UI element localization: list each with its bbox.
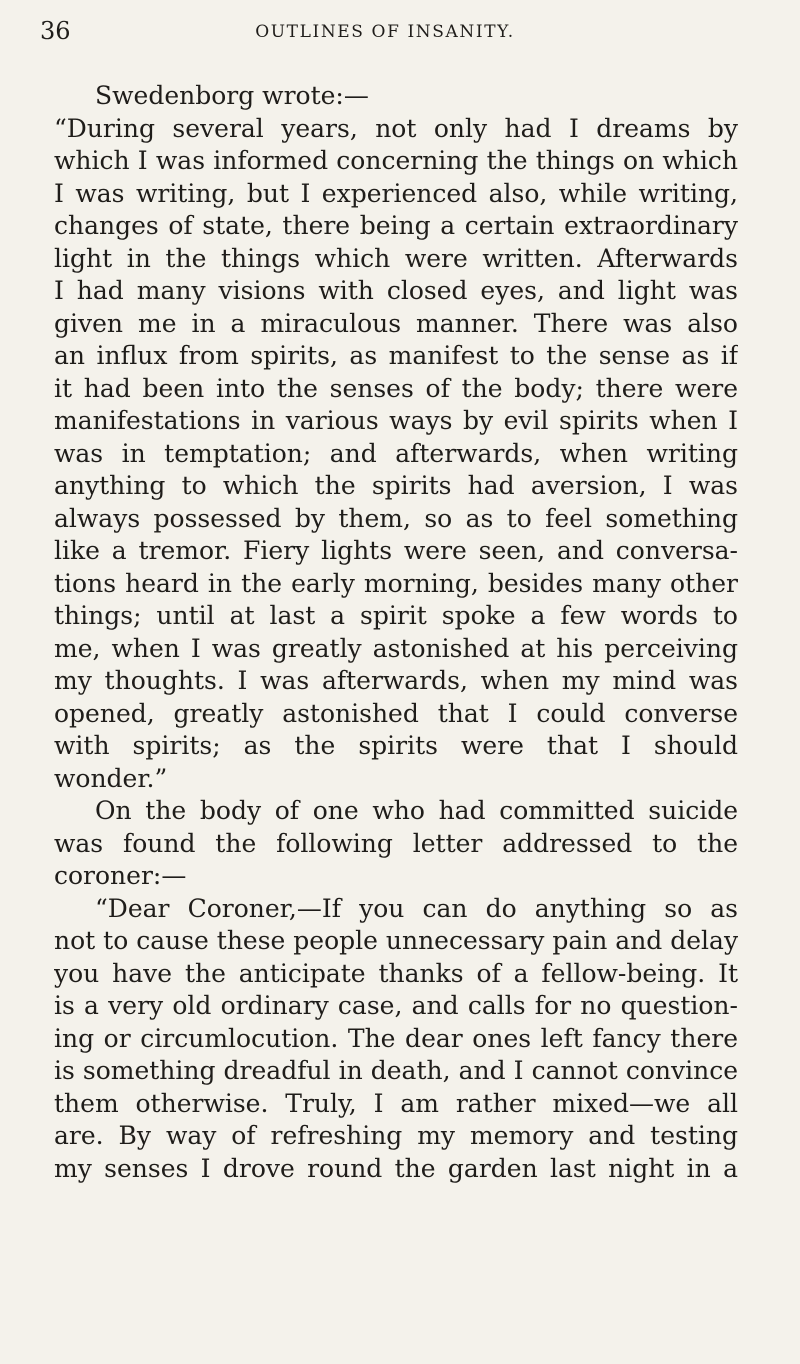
text-line: which I was informed concerning the things on which [54,146,738,175]
text-line: anything to which the spirits had aversion, I was [54,471,738,500]
text-line: was in temptation; and afterwards, when writing [54,438,738,468]
text-line: not to cause these people unnecessary pain and delay [54,926,738,955]
text-line: tions heard in the early morning, besides many other [54,568,738,598]
text-line: always possessed by them, so as to feel something [54,503,738,533]
text-line: like a tremor. Fiery lights were seen, and conversa- [54,536,738,565]
text-line: was found the following letter addressed to the [54,828,738,858]
text-line: it had been into the senses of the body; there were [54,373,738,403]
text-line: I was writing, but I experienced also, while writing, [54,178,738,208]
page-number: 36 [40,17,71,45]
text-line: wonder.” [54,763,168,793]
text-line: ing or circumlocution. The dear ones left fancy there [54,1023,738,1053]
text-line: I had many visions with closed eyes, and light was [54,276,738,305]
text-line: given me in a miraculous manner. There was also [54,308,738,338]
text-line: light in the things which were written. Afterwards [54,243,738,273]
text-line: things; until at last a spirit spoke a few words to [54,601,738,630]
page-header [40,15,730,49]
body-text [54,80,738,1185]
text-line: my thoughts. I was afterwards, when my mind was [54,666,738,695]
text-line: opened, greatly astonished that I could converse [54,698,738,728]
text-line: On the body of one who had committed suicide [95,796,738,825]
text-line: manifestations in various ways by evil spirits when I [54,406,738,435]
text-line: coroner:— [54,861,187,890]
text-line: “During several years, not only had I dreams by [54,113,738,143]
text-line: you have the anticipate thanks of a fellow-being. It [54,958,738,988]
running-title: OUTLINES OF INSANITY. [255,22,515,42]
text-line: is something dreadful in death, and I cannot convince [54,1056,738,1085]
text-line: are. By way of refreshing my memory and testing [54,1121,738,1150]
text-line: them otherwise. Truly, I am rather mixed—we all [54,1088,738,1118]
text-line: me, when I was greatly astonished at his perceiving [54,633,738,663]
text-line: my senses I drove round the garden last night in a [54,1153,738,1183]
text-line: “Dear Coroner,—If you can do anything so as [95,893,738,923]
text-line: changes of state, there being a certain extraordinary [54,211,738,240]
text-line: with spirits; as the spirits were that I should [54,731,738,760]
text-line: is a very old ordinary case, and calls for no question- [54,991,738,1020]
text-line: an influx from spirits, as manifest to the sense as if [54,341,738,370]
text-line: Swedenborg wrote:— [95,81,369,110]
